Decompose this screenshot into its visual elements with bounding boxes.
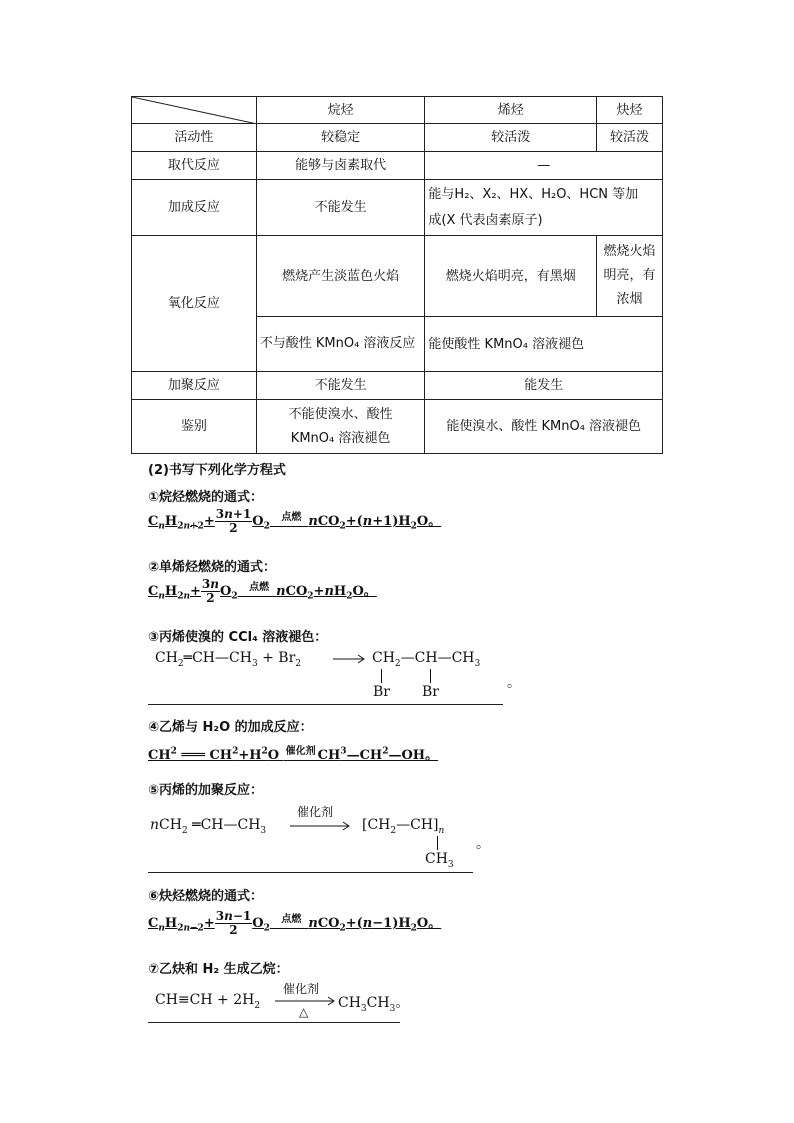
item3-product: $CH_2—CH—CH_3$ (372, 650, 481, 669)
item1-equation: $C_nH_{2n+2}+$ $\frac{3n+1}{2}$ $O_2$ 点燃 $nCO_2+(n+1)H_2O$。 (148, 507, 442, 535)
section-heading: (2)书写下列化学方程式 (148, 463, 286, 478)
item7-period: 。 (395, 995, 410, 1011)
item5-equation: nCH$_2$ $═CH—CH_3$ (150, 817, 267, 836)
cell-oxidation-rest-b: 能使酸性 KMnO₄ 溶液褪色 (425, 317, 663, 372)
item7-condition-bottom: △ (299, 1005, 309, 1019)
row-label-activity: 活动性 (132, 124, 257, 152)
header-alkane: 烷烃 (256, 97, 425, 124)
cell-oxidation-alkane-a: 燃烧产生淡蓝色火焰 (256, 236, 425, 317)
item4-label: ④乙烯与 H₂O 的加成反应： (148, 720, 313, 735)
item7-equation: $CH\equiv CH + 2H_2$ (155, 992, 261, 1011)
cell-oxidation-alkene-a: 燃烧火焰明亮，有黑烟 (425, 236, 597, 317)
item6-condition: 点燃 (281, 914, 302, 925)
item7-underline (148, 1022, 400, 1023)
item3-equation: $CH_2═CH—CH_3 + Br_2$ (155, 650, 302, 669)
item4-condition: 催化剂 (285, 746, 316, 757)
identification-alkane-line2: KMnO₄ 溶液褪色 (290, 430, 391, 446)
cell-polymerization-alkane: 不能发生 (256, 372, 425, 400)
item5-arrow (290, 820, 352, 832)
cell-activity-alkane: 较稳定 (256, 124, 425, 152)
item5-ch3: $CH_3$ (425, 851, 454, 870)
item6-equation: $C_nH_{2n-2}+$ $\frac{3n-1}{2}$ $O_2$ 点燃 $nCO_2+(n-1)H_2O$。 (148, 909, 442, 937)
item6-period: 。 (428, 916, 442, 931)
item5-underline (148, 872, 473, 873)
item6-label: ⑥炔烃燃烧的通式： (148, 889, 264, 904)
cell-activity-alkyne: 较活泼 (597, 124, 663, 152)
item4-equation: $CH^2$ ═══ $CH^2+H^2O$ 催化剂 $CH^3—CH^2—OH$。 (148, 746, 439, 763)
row-label-substitution: 取代反应 (132, 152, 257, 180)
item1-label: ①烷烃燃烧的通式： (148, 490, 264, 505)
row-label-polymerization: 加聚反应 (132, 372, 257, 400)
cell-activity-alkene: 较活泼 (425, 124, 597, 152)
cell-identification-rest: 能使溴水、酸性 KMnO₄ 溶液褪色 (425, 400, 663, 454)
item2-period: 。 (363, 584, 377, 599)
cell-substitution-rest: — (425, 152, 663, 180)
item4-period: 。 (425, 748, 439, 763)
item2-equation: $C_nH_{2n}+$ $\frac{3n}{2}$ $O_2$ 点燃 $nCO_2+nH_2O$。 (148, 577, 377, 605)
item7-condition-top: 催化剂 (283, 982, 320, 996)
item1-period: 。 (428, 514, 442, 529)
cell-identification-alkane (256, 400, 425, 454)
addition-rest-line2: 成(X 代表卤素原子) (428, 212, 543, 228)
item5-condition: 催化剂 (297, 805, 334, 819)
item3-underline (148, 704, 503, 705)
item7-product: $CH_3CH_3$。 (338, 995, 410, 1014)
diagonal-line (132, 97, 257, 124)
item3-br1: Br (373, 684, 390, 700)
cell-substitution-alkane: 能够与卤素取代 (256, 152, 425, 180)
identification-alkane-line1: 不能使溴水、酸性 (288, 406, 393, 422)
item5-label: ⑤丙烯的加聚反应： (148, 783, 264, 798)
cell-addition-rest (425, 180, 663, 236)
item5-period: 。 (476, 836, 490, 852)
row-label-addition: 加成反应 (132, 180, 257, 236)
item5-product: $[CH_2—CH]_n$ (362, 817, 445, 836)
cell-oxidation-alkane-b: 不与酸性 KMnO₄ 溶液反应 (256, 317, 425, 372)
row-label-identification: 鉴别 (132, 400, 257, 454)
item1-condition: 点燃 (281, 512, 302, 523)
cell-addition-alkane: 不能发生 (256, 180, 425, 236)
item3-arrow (333, 653, 367, 665)
item3-label: ③丙烯使溴的 CCl₄ 溶液褪色： (148, 630, 328, 645)
comparison-table (131, 96, 663, 454)
item3-bond1 (381, 669, 382, 683)
cell-polymerization-rest: 能发生 (425, 372, 663, 400)
diagonal-header-cell (132, 97, 257, 124)
addition-rest-line1: 能与H₂、X₂、HX、H₂O、HCN 等加 (428, 186, 639, 202)
item7-label: ⑦乙炔和 H₂ 生成乙烷： (148, 962, 289, 977)
item3-br2: Br (422, 684, 439, 700)
item2-condition: 点燃 (249, 582, 270, 593)
item5-bond (437, 836, 438, 850)
header-alkyne: 炔烃 (597, 97, 663, 124)
header-alkene: 烯烃 (425, 97, 597, 124)
item3-period: 。 (507, 675, 521, 691)
item3-bond2 (430, 669, 431, 683)
row-label-oxidation: 氧化反应 (132, 236, 257, 372)
item2-label: ②单烯烃燃烧的通式： (148, 560, 277, 575)
cell-oxidation-alkyne-a: 燃烧火焰明亮，有浓烟 (597, 236, 663, 317)
